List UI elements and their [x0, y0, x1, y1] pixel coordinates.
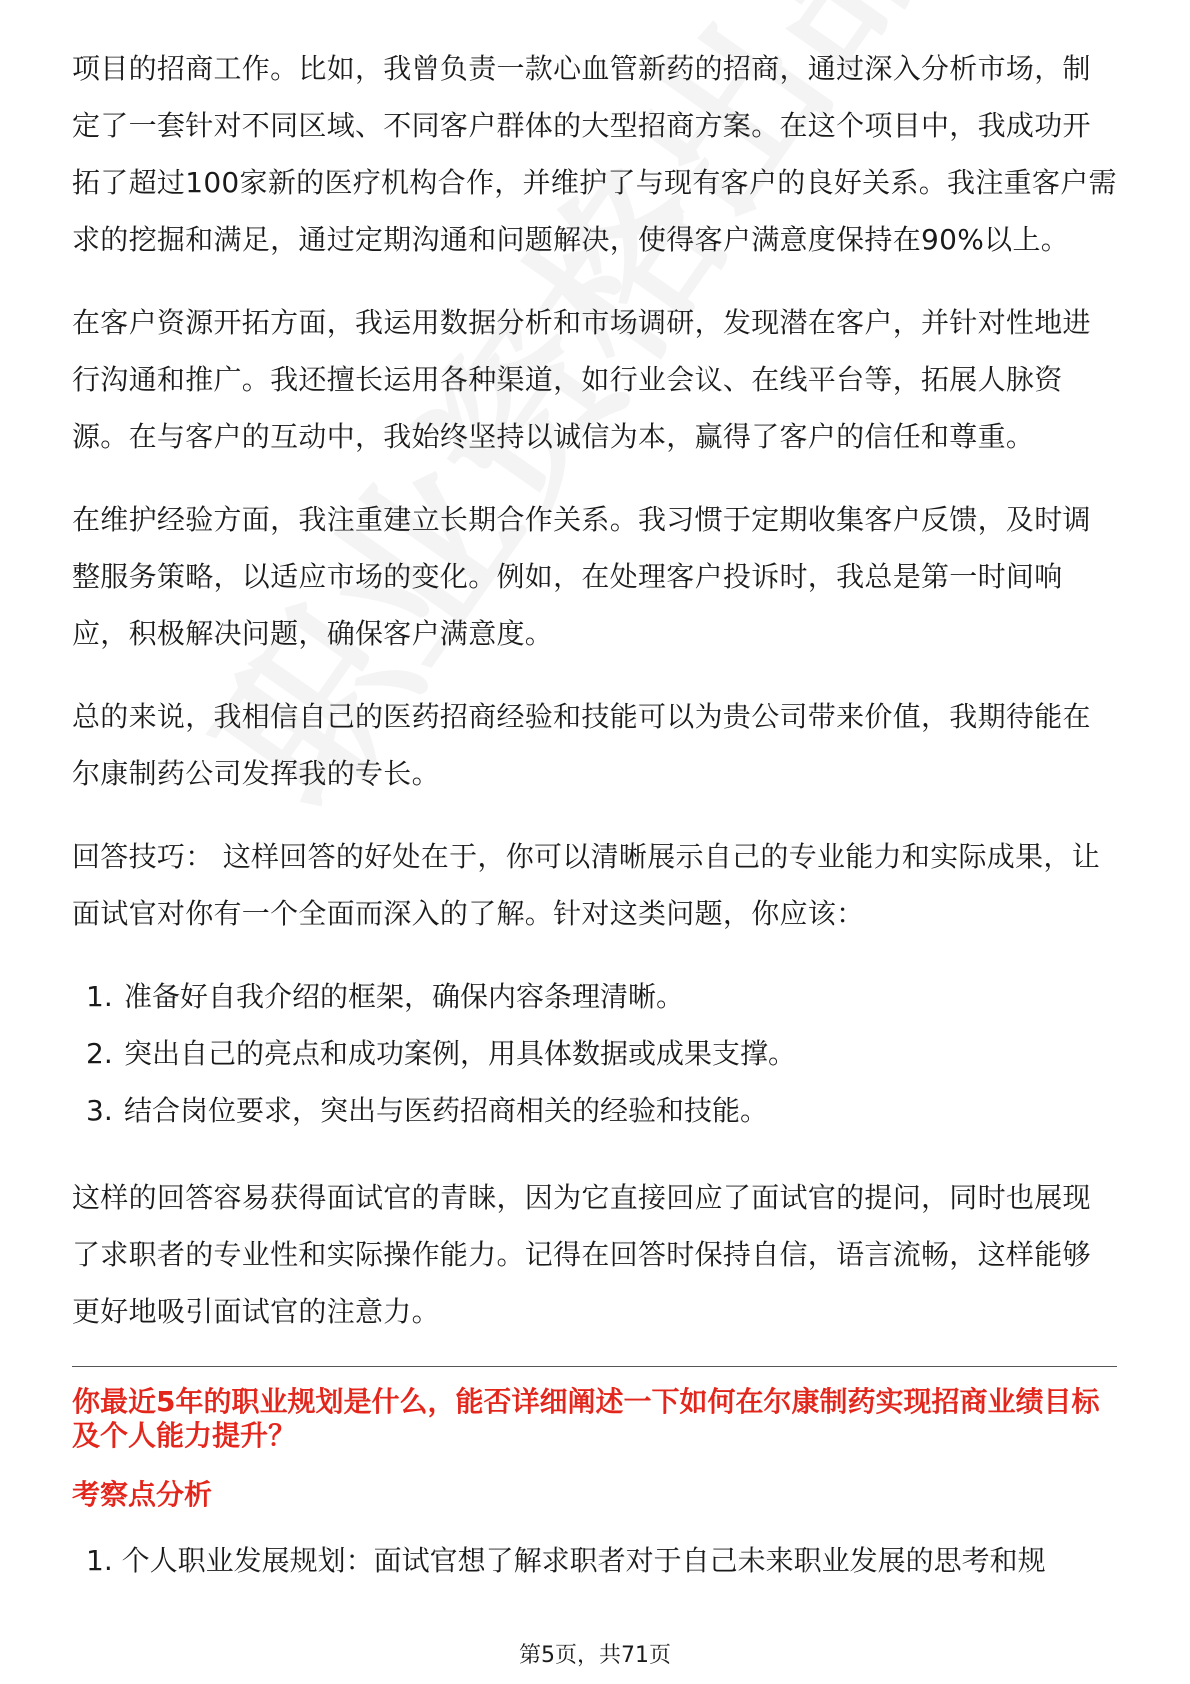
paragraph-summary: 总的来说，我相信自己的医药招商经验和技能可以为贵公司带来价值，我期待能在尔康制药公司发挥我的专长。: [72, 700, 1091, 790]
section-divider: [72, 1366, 1117, 1367]
list-text: 突出自己的亮点和成功案例，用具体数据或成果支撑。: [124, 1037, 797, 1070]
list-item: [72, 1025, 1117, 1082]
list-item: [72, 1082, 1117, 1139]
list-text: 结合岗位要求，突出与医药招商相关的经验和技能。: [124, 1094, 769, 1127]
list-number: 1.: [86, 980, 113, 1013]
interview-question: 你最近5年的职业规划是什么，能否详细阐述一下如何在尔康制药实现招商业绩目标及个人能力提升？: [72, 1385, 1100, 1452]
page-footer: 第5页，共71页: [0, 1638, 1190, 1669]
list-number: 3.: [86, 1094, 113, 1127]
tips-list: [72, 968, 1117, 1139]
paragraph-client-development: 在客户资源开拓方面，我运用数据分析和市场调研，发现潜在客户，并针对性地进行沟通和推广。我还擅长运用各种渠道，如行业会议、在线平台等，拓展人脉资源。在与客户的互动中，我始终坚持以诚信为本，赢得了客户的信任和尊重。: [72, 306, 1091, 453]
list-item: [72, 968, 1117, 1025]
section-title: 考察点分析: [72, 1478, 213, 1511]
list-number: 2.: [86, 1037, 113, 1070]
paragraph-answer-tips: 回答技巧： 这样回答的好处在于，你可以清晰展示自己的专业能力和实际成果，让面试官对你有一个全面而深入的了解。针对这类问题，你应该：: [72, 840, 1101, 930]
paragraph-maintenance: 在维护经验方面，我注重建立长期合作关系。我习惯于定期收集客户反馈，及时调整服务策略，以适应市场的变化。例如，在处理客户投诉时，我总是第一时间响应，积极解决问题，确保客户满意度。: [72, 503, 1091, 650]
paragraph-closing: 这样的回答容易获得面试官的青睐，因为它直接回应了面试官的提问，同时也展现了求职者的专业性和实际操作能力。记得在回答时保持自信，语言流畅，这样能够更好地吸引面试官的注意力。: [72, 1181, 1091, 1328]
paragraph-project-experience: 项目的招商工作。比如，我曾负责一款心血管新药的招商，通过深入分析市场，制定了一套针对不同区域、不同客户群体的大型招商方案。在这个项目中，我成功开拓了超过100家新的医疗机构合作，并维护了与现有客户的良好关系。我注重客户需求的挖掘和满足，通过定期沟通和问题解决，使得客户满意度保持在90%以上。: [72, 52, 1117, 256]
truncated-list-item: 1. 个人职业发展规划：面试官想了解求职者对于自己未来职业发展的思考和规: [86, 1544, 1046, 1577]
document-page: [72, 40, 1117, 1577]
list-text: 准备好自我介绍的框架，确保内容条理清晰。: [124, 980, 685, 1013]
